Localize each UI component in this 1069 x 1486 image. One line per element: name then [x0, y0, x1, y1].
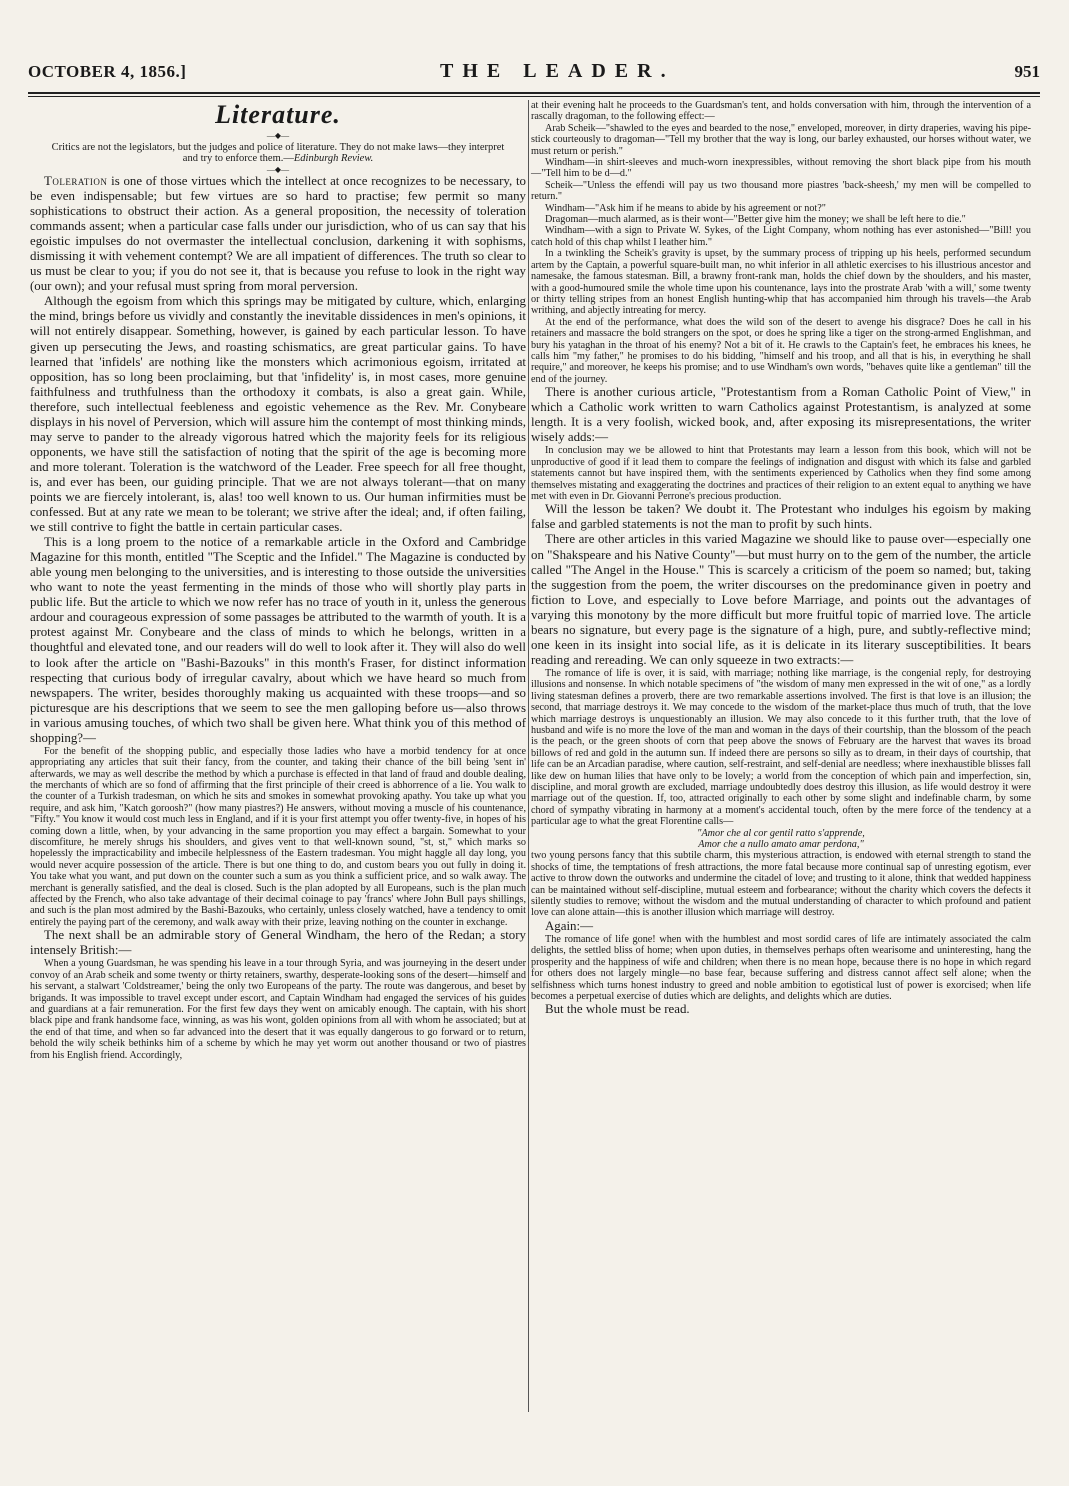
quoted-extract — [531, 317, 1031, 385]
paragraph-text: This is a long proem to the notice of a remarkable article in the Oxford and Cambridge Magazine for this month, entitled "The Sceptic and the Infidel." The Magazine is conducted by able young men belonging to the universities, and is interesting to those outside the universities who want to note the yeast fermenting in the minds of those who will shortly play parts in public life. But the article to which we now refer has no trace of youth in it, unless the generous ardour and courageous expression of some passages be attributed to the warmth of youth. It is a protest against Mr. Conybeare and the class of minds to which he belongs, written in a thoughtful and elevated tone, and our readers will do well to look after it. They will also do well to look after the article on "Bashi-Bazouks" in this month's Fraser, for distinct information respecting that curious body of irregular cavalry, about which we have heard so much from newspapers. The writer, besides thoroughly making us acquainted with these troops—and so picturesque are his descriptions that we seem to see the men galloping before us—also throws in various amusing touches, of which two shall be given here. What think you of this method of shopping?— — [30, 535, 526, 745]
article-paragraph — [30, 535, 526, 746]
quoted-extract — [531, 445, 1031, 502]
article-paragraph — [531, 919, 1031, 934]
lead-word: Toleration — [44, 174, 108, 188]
quoted-extract — [531, 203, 1031, 214]
section-title: Literature. — [215, 100, 341, 129]
paragraph-text: There is another curious article, "Protestantism from a Roman Catholic Point of View," in which a Catholic work written to warn Catholics against Protestantism, is analyzed at some length. It is a very foolish, wicked book, and, after exposing its misrepresentations, the writer wisely adds:— — [531, 385, 1031, 445]
paragraph-text: Arab Scheik—"shawled to the eyes and bearded to the nose," enveloped, moreover, in dirty draperies, waving his pipe-stick courteously to dragoman—"Tell my brother that the way is long, our barley exhausted, our horses without water, we must return or perish." — [531, 122, 1031, 157]
article-paragraph — [30, 928, 526, 958]
quoted-extract — [531, 180, 1031, 203]
paragraph-text: Windham—with a sign to Private W. Sykes, of the Light Company, whom nothing has ever astonished—"Bill! you catch hold of this chap whilst I leather him." — [531, 225, 1031, 248]
verse-line: Amor che a nullo amato amar perdona," — [698, 838, 864, 850]
right-column — [531, 100, 1031, 1017]
article-paragraph — [531, 385, 1031, 445]
ornament-divider: —◆— — [266, 131, 290, 140]
header-rule-thin — [28, 96, 1040, 97]
paragraph-text: is one of those virtues which the intellect at once recognizes to be necessary, to be even indispensable; but few virtues are so hard to practise; few permit so many sophistications to obstruct their action. As a general proposition, the necessity of toleration commands assent; when a particular case falls under our jurisdiction, who of us can say that his egoistic impulses do not overmaster the intellectual conclusion, darkening it with sophisms, dismissing it with vehement contempt? We are all impatient of differences. The truth so clear to us must be clear to you; if you do not see it, that is because you refuse to look in the right way (our own); and your refusal must spring from moral perversion. — [30, 174, 526, 294]
article-paragraph — [531, 502, 1031, 532]
quoted-extract — [531, 100, 1031, 123]
paragraph-text: In a twinkling the Scheik's gravity is upset, by the summary process of tripping up his heels, performed secundum artem by the Captain, a powerful square-built man, no whit inferior in all athletic exercises to his illustrious ancestor and namesake, the famous statesman. Bill, a brawny front-rank man, holds the chief down by the shoulders, and his master, with a good-humoured smile the whole time upon his countenance, lays into the prostrate Arab 'with a will,' some twenty or thirty telling stripes from an honest English hunting-whip that has accompanied him through his travels—the Arab writhing, and abjectly intreating for mercy. — [531, 248, 1031, 317]
article-paragraph — [30, 174, 526, 294]
header-rule — [28, 92, 1040, 94]
issue-date: OCTOBER 4, 1856.] — [28, 62, 187, 81]
ornament-divider: —◆— — [266, 165, 290, 174]
quoted-extract — [30, 746, 526, 929]
article-paragraph — [30, 294, 526, 535]
quoted-extract — [531, 225, 1031, 248]
paragraph-text: The romance of life is over, it is said, with marriage; nothing like marriage, is the congenial reply, for destroying illusions and nonsense. In which notable specimens of "the wisdom of many men expressed in the wit of one," as a lordly living statesman defines a proverb, there are two remarkable assertions involved. The first is that love is an illusion; the second, that marriage destroys it. We may concede to the wisdom of the market-place thus much of truth, that the love which marriage destroys is unquestionably an illusion. We may also concede to it this further truth, that the love of husband and wife is no more the love of the man and woman in the days of their courtship, than the blossom of the peach is the peach, or the green shoots of corn that peep above the snows of February are the harvest that waves its broad billows of red and gold in the autumn sun. If indeed there are persons so silly as to dream, in their days of courtship, that life can be an Arcadian paradise, where caution, self-restraint, and self-denial are needless; where inexhaustible blisses fall like dew on human lilies that have only to be lovely; a world from the conception of which pain and imperfection, sin, discipline, and moral growth are excluded, marriage undoubtedly does destroy this illusion, as life would destroy it were marriage out of the question. If, too, attracted originally to each other by some slight and indefinable charm, by some chord of sympathy vibrating in harmony at a moment's accidental touch, often by the mere force of the tendency at a particular age to what the great Florentine calls— — [531, 667, 1031, 828]
paragraph-text: At the end of the performance, what does the wild son of the desert to avenge his disgrace? Does he call in his retainers and massacre the bold strangers on the spot, or does he spring like a tiger on the strong-armed Englishman, and bury his yataghan in the throat of his enemy? Not a bit of it. He crawls to the Captain's feet, he embraces his knees, he calls him "my father," he promises to do his bidding, "himself and his troop, and all that is his, in everything he shall require," and moreover, he keeps his promise; and to use Windham's own words, "behaves quite like a gentleman" till the end of the journey. — [531, 316, 1031, 385]
article-paragraph — [531, 532, 1031, 667]
paragraph-text: two young persons fancy that this subtile charm, this mysterious attraction, is endowed with eternal strength to stand the shocks of time, the temptations of fresh attractions, the more fatal because more continual sap of unresting egotism, ever active to throw down the outworks and undermine the citadel of love; and trusting to it alone, think that wedded happiness can be maintained without self-discipline, mutual esteem and forbearance; without the charity which covers the defects it silently studies to remove; without the wisdom and the mutual understanding of character to which profound and patient love can alone attain—this is another illusion which marriage will destroy. — [531, 850, 1031, 919]
quoted-extract — [531, 123, 1031, 157]
paragraph-text: For the benefit of the shopping public, and especially those ladies who have a morbid tendency for at once appropriating any articles that suit their fancy, from the counter, and taking their chance of the bill being 'sent in' afterwards, we may as well describe the method by which a purchase is effected in that land of fraud and double dealing, the merchants of which are so fond of affirming that the first principle of their creed is abhorrence of a lie. You walk to the counter of a Turkish tradesman, on which he sits and smokes in somewhat provoking apathy. You take up what you require, and ask him, "Katch goroosh?" (how many piastres?) He answers, without moving a muscle of his countenance, "Fifty." You know it would cost much less in England, and if it is your first attempt you offer twenty-five, in hopes of his coming down a little, when, by your advancing in the same proportion you may effect a bargain. Somewhat to your discomfiture, he merely shrugs his shoulders, and gives vent to that well-known sound, "st, st," which marks so hopelessly the impracticability and imbecile helplessness of the Eastern tradesman. You might haggle all day long, you would never acquire possession of the article. There is but one thing to do, and custom bears you out fully in doing it. You take what you want, and put down on the counter such a sum as you think a sufficient price, and so walk away. The merchant is generally satisfied, and the deal is closed. Such is the plan adopted by all Europeans, such is the plan much affected by the French, who also take advantage of their decimal coinage to pay 'francs' where John Bull pays shillings, and such is the plan most admired by the Bashi-Bazouks, who certainly, unless closely watched, have a tendency to omit entirely the paying part of the ceremony, and walk away with their prize, leaving nothing on the counter in exchange. — [30, 745, 526, 928]
paragraph-text: Will the lesson be taken? We doubt it. The Protestant who indulges his egoism by making false and garbled statements is not the man to profit by such hints. — [531, 502, 1031, 532]
verse-line: "Amor che al cor gentil ratto s'apprende, — [697, 827, 865, 839]
left-column — [30, 100, 526, 1061]
paragraph-text: The romance of life gone! when with the humblest and most sordid cares of life are intimately associated the calm delights, the settled bliss of home; when upon duties, in themselves perhaps often wearisome and uninteresting, hang the prosperity and the happiness of wife and children; when there is no mean hope, because there is no hope in which regard for others does not largely mingle—no base fear, because suffering and distress cannot affect self alone; when the selfishness which turns honest industry to greed and noble ambition to egotistical lust of power is exorcised; when life becomes a perpetual exercise of duties which are delights, and delights which are duties. — [531, 933, 1031, 1002]
quoted-extract — [531, 668, 1031, 828]
left-column-body — [30, 174, 526, 1061]
paragraph-text: When a young Guardsman, he was spending his leave in a tour through Syria, and was journeying in the desert under convoy of an Arab scheik and some twenty or thirty retainers, swarthy, desperate-looking sons of the desert—himself and his servant, a stalwart 'Coldstreamer,' being the only two Europeans of the party. The route was dangerous, and beset by brigands. It was impossible to travel except under escort, and Captain Windham had engaged the services of his guides and guardians at a fair remuneration. For the first few days they went on amicably enough. The captain, with his short black pipe and frank handsome face, winning, as was his wont, golden opinions from all with whom he associated; but at the end of that time, and when so far advanced into the desert that it was equally dangerous to go forward or to return, behold the wily scheik bethinks him of a scheme by which he may yet worm out another thousand or two of piastres from his English friend. Accordingly, — [30, 958, 526, 1061]
right-column-body — [531, 100, 1031, 1017]
paragraph-text: Windham—"Ask him if he means to abide by his agreement or not?" — [545, 202, 826, 214]
paragraph-text: Dragoman—much alarmed, as is their wont—"Better give him the money; we shall be left here to die." — [545, 214, 966, 226]
quoted-extract — [531, 850, 1031, 918]
article-paragraph — [531, 1002, 1031, 1017]
paragraph-text: In conclusion may we be allowed to hint that Protestants may learn a lesson from this book, which will not be unproductive of good if it lead them to compare the feelings of indignation and disgust with which its false and garbled statements cannot but have inspired them, with the sentiments experienced by Catholics when they find some among themselves mistating and exaggerating the doctrines and practices of their religion to an extent equal to anything we have met with even in Dr. Giovanni Perrone's precious production. — [531, 445, 1031, 502]
epigraph-source: Edinburgh Review. — [293, 153, 374, 164]
paragraph-text: Although the egoism from which this springs may be mitigated by culture, which, enlarging the mind, brings before us vividly and constantly the inevitable dissidences in men's opinions, it will not entirely disappear. Something, however, is gained by each particular lesson. To have given up persecuting the Jews, and roasting schismatics, are great particular gains. To have learned that 'infidels' are nothing like the monsters which acrimonious egoism, irritated at opposition, has so long been proclaiming, but that 'infidelity' is, in most cases, more genuine faithfulness and truthfulness than the orthodoxy it combats, is also a great gain. While, therefore, such intellectual feebleness and egoistic vehemence as the Rev. Mr. Conybeare displays in his novel of Perversion, which will assure him the contempt of most thinking minds, may serve to pander to the already vigorous hatred which the majority feels for its religious opponents, we have still the satisfaction of noting that the spirit of the age is becoming more and more tolerant. Toleration is the watchword of the Leader. Free speech for all free thought, is, and ever has been, our guiding principle. That we are not always tolerant—that on many points we are fiercely intolerant, is, alas! too well known to us. Our human infirmities must be confessed. But at any rate we mean to be tolerant; we strive after the ideal; and, if often failing, we still contrive to fight the battle in certain particular cases. — [30, 294, 526, 535]
paragraph-text: Windham—in shirt-sleeves and much-worn inexpressibles, without removing the short black pipe from his mouth—"Tell him to be d—d." — [531, 157, 1031, 180]
page-header — [28, 60, 1040, 94]
paragraph-text: Again:— — [545, 918, 593, 933]
quoted-extract — [531, 248, 1031, 316]
epigraph — [44, 142, 512, 164]
masthead-title: THE LEADER. — [440, 60, 675, 82]
quoted-extract — [531, 157, 1031, 180]
paragraph-text: But the whole must be read. — [545, 1002, 690, 1017]
paragraph-text: The next shall be an admirable story of General Windham, the hero of the Redan; a story intensely British:— — [30, 928, 526, 958]
epigraph-text: Critics are not the legislators, but the judges and police of literature. They do not make laws—they interpret and try to enforce them.— — [51, 142, 505, 164]
paragraph-text: There are other articles in this varied Magazine we should like to pause over—especially one on "Shakspeare and his Native County"—but must hurry on to the gem of the number, the article called "The Angel in the House." This is scarcely a criticism of the poem so named; but, taking the suggestion from the poem, the writer discourses on the predominance given in poetry and fiction to Love, and especially to Love before Marriage, and points out the advantages of varying this monotony by the more difficult but more fruitful topic of married love. The article bears no signature, but every page is the signature of a high, pure, and subtly-reflective mind; one keen in its insight into social life, as it is delicate in its literary susceptibilities. It bears reading and rereading. We can only squeeze in two extracts:— — [531, 532, 1031, 667]
paragraph-text: Scheik—"Unless the effendi will pay us two thousand more piastres 'back-sheesh,' my men will be compelled to return." — [531, 179, 1031, 203]
page-number: 951 — [1014, 62, 1040, 81]
quoted-extract — [30, 958, 526, 1061]
quoted-extract — [531, 934, 1031, 1002]
quoted-extract — [531, 214, 1031, 225]
paragraph-text: at their evening halt he proceeds to the Guardsman's tent, and holds conversation with him, through the intervention of a rascally dragoman, to the following effect:— — [531, 100, 1031, 123]
column-divider — [528, 100, 529, 1412]
